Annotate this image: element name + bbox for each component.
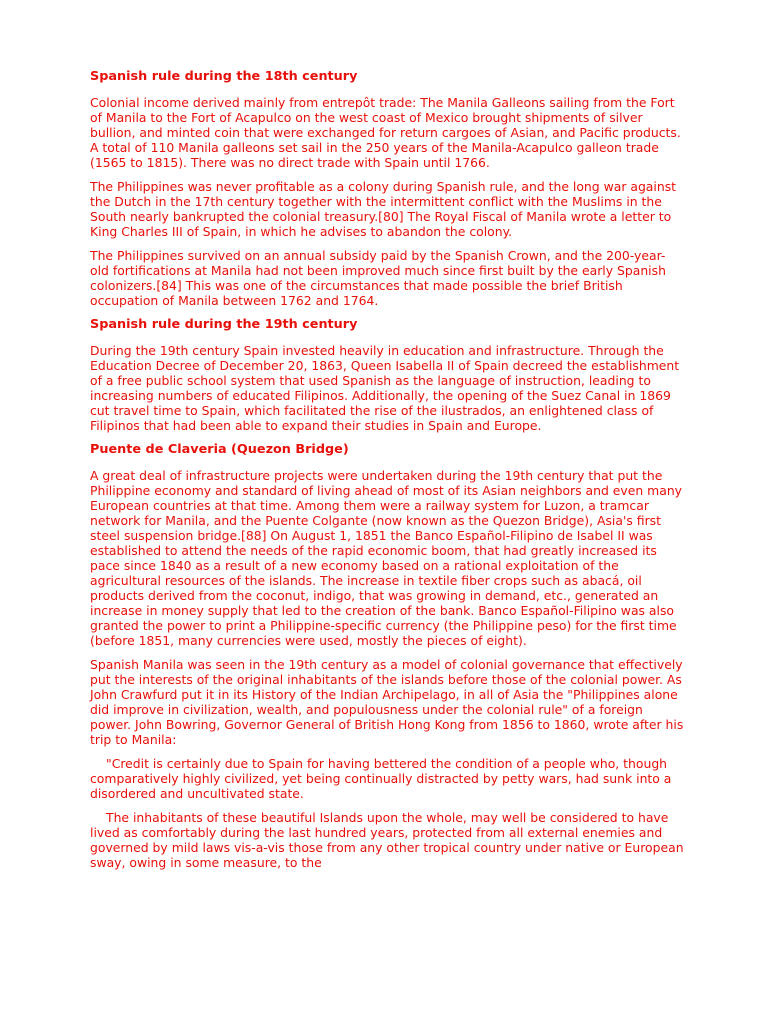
- paragraph: Colonial income derived mainly from entrepôt trade: The Manila Galleons sailing from the Fort of Manila to the Fort of Acapulco on the west coast of Mexico brought shipments of silver bullion, and minted coin that were exchanged for return cargoes of Asian, and Pacific products. A total of 110 Manila galleons set sail in the 250 years of the Manila-Acapulco galleon trade (1565 to 1815). There was no direct trade with Spain until 1766.: [90, 95, 681, 170]
- paragraph: A great deal of infrastructure projects were undertaken during the 19th century that put the Philippine economy and standard of living ahead of most of its Asian neighbors and even many European countries at that time. Among them were a railway system for Luzon, a tramcar network for Manila, and the Puente Colgante (now known as the Quezon Bridge), Asia's first steel suspension bridge.[88] On August 1, 1851 the Banco Español-Filipino de Isabel II was established to attend the needs of the rapid economic boom, that had greatly increased its pace since 1840 as a result of a new economy based on a rational exploitation of the agricultural resources of the islands. The increase in textile fiber crops such as abacá, oil products derived from the coconut, indigo, that was growing in demand, etc., generated an increase in money supply that led to the creation of the bank. Banco Español-Filipino was also granted the power to print a Philippine-specific currency (the Philippine peso) for the first time (before 1851, many currencies were used, mostly the pieces of eight).: [90, 468, 683, 648]
- section-heading-quezon-bridge: Puente de Claveria (Quezon Bridge): [90, 442, 349, 457]
- paragraph: The Philippines survived on an annual subsidy paid by the Spanish Crown, and the 200-year-old fortifications at Manila had not been improved much since first built by the early Spanish colonizers.[84] This was one of the circumstances that made possible the brief British occupation of Manila between 1762 and 1764.: [90, 248, 666, 308]
- quote-paragraph: "Credit is certainly due to Spain for having bettered the condition of a people who, though comparatively highly civilized, yet being continually distracted by petty wars, had sunk into a disordered and uncultivated state.: [90, 756, 672, 801]
- quote-paragraph: The inhabitants of these beautiful Islands upon the whole, may well be considered to have lived as comfortably during the last hundred years, protected from all external enemies and governed by mild laws vis-a-vis those from any other tropical country under native or European sway, owing in some measure, to the: [90, 810, 684, 870]
- paragraph: During the 19th century Spain invested heavily in education and infrastructure. Through the Education Decree of December 20, 1863, Queen Isabella II of Spain decreed the establishment of a free public school system that used Spanish as the language of instruction, leading to increasing numbers of educated Filipinos. Additionally, the opening of the Suez Canal in 1869 cut travel time to Spain, which facilitated the rise of the ilustrados, an enlightened class of Filipinos that had been able to expand their studies in Spain and Europe.: [90, 343, 680, 433]
- paragraph: Spanish Manila was seen in the 19th century as a model of colonial governance that effectively put the interests of the original inhabitants of the islands before those of the colonial power. As John Crawfurd put it in its History of the Indian Archipelago, in all of Asia the "Philippines alone did improve in civilization, wealth, and populousness under the colonial rule" of a foreign power. John Bowring, Governor General of British Hong Kong from 1856 to 1860, wrote after his trip to Manila:: [90, 657, 684, 747]
- section-heading-18th-century: Spanish rule during the 18th century: [90, 69, 358, 84]
- document-page: [90, 69, 684, 879]
- paragraph: The Philippines was never profitable as a colony during Spanish rule, and the long war against the Dutch in the 17th century together with the intermittent conflict with the Muslims in the South nearly bankrupted the colonial treasury.[80] The Royal Fiscal of Manila wrote a letter to King Charles III of Spain, in which he advises to abandon the colony.: [90, 179, 677, 239]
- section-heading-19th-century: Spanish rule during the 19th century: [90, 317, 358, 332]
